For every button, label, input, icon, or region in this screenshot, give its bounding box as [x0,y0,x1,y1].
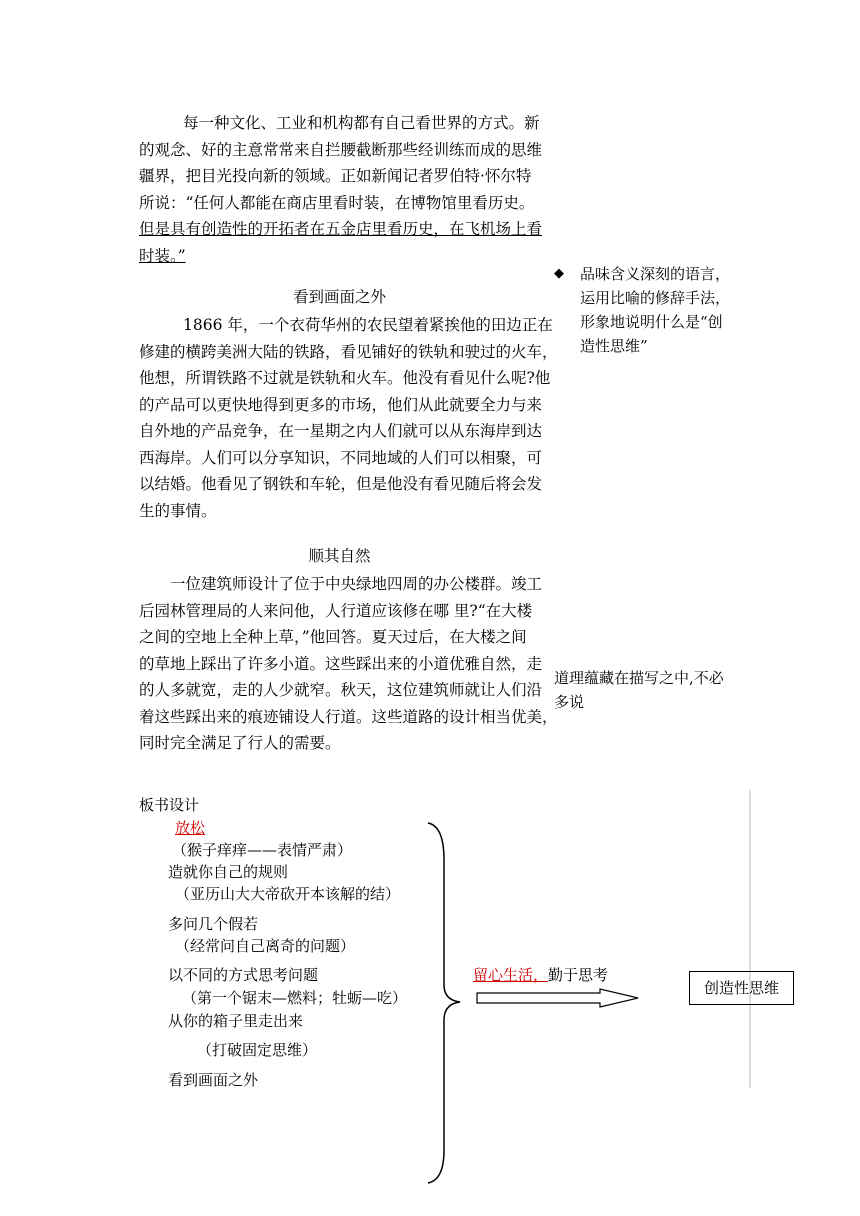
note-line: 造性思维” [580,337,648,355]
text-line: 每一种文化、工业和机构都有自己看世界的方式。新 [183,114,540,132]
board-item: （猴子痒痒——表情严肃） [172,841,353,859]
note-line: 道理蕴藏在描写之中,不必 [554,669,724,687]
note-line: 形象地说明什么是“创 [580,313,723,331]
text-line: 之间的空地上全种上草，”他回答。夏天过后，在大楼之间 [139,628,527,646]
result-box: 创造性思维 [689,971,794,1005]
board-item: 多问几个假若 [168,915,259,933]
board-item-relax: 放松 [175,819,206,837]
board-item: 以不同的方式思考问题 [168,966,319,984]
board-item: 看到画面之外 [168,1071,259,1089]
diamond-bullet-icon: ◆ [554,266,564,281]
note-line: 品味含义深刻的语言， [580,265,731,283]
text-line: 生的事情。 [139,501,217,520]
arrow-label [473,964,608,985]
text-line: 后园林管理局的人来问他，人行道应该修在哪 里?“在大楼 [139,601,533,620]
text-line: 一位建筑师设计了位于中央绿地四周的办公楼群。竣工 [170,575,543,593]
board-item: 从你的箱子里走出来 [168,1012,304,1030]
text-line: 西海岸。人们可以分享知识，不同地域的人们可以相聚，可 [139,448,543,467]
double-arrow-icon [477,989,638,1007]
text-line: 疆界，把目光投向新的领域。正如新闻记者罗伯特·怀尔特 [139,167,532,185]
curly-brace-icon [428,823,460,1183]
text-line: 着这些踩出来的痕迹铺设人行道。这些道路的设计相当优美， [139,707,558,726]
text-line: 的产品可以更快地得到更多的市场，他们从此就要全力与来 [139,395,543,414]
board-item: （打破固定思维） [197,1041,318,1059]
text-line: 1866 年，一个衣荷华州的农民望着紧挨他的田边正在 [183,316,553,334]
text-line: 所说：“任何人都能在商店里看时装，在博物馆里看历史。 [139,193,535,212]
text-line: 自外地的产品竞争，在一星期之内人们就可以从东海岸到达 [139,422,543,440]
board-title: 板书设计 [139,796,200,814]
note-line: 多说 [554,693,585,711]
text-line: 以结婚。他看见了钢铁和车轮，但是他没有看见随后将会发 [139,475,543,493]
board-item: （亚历山大大帝砍开本该解的结） [175,885,401,903]
arrow-label-highlight: 留心生活， [473,966,549,984]
board-item: （第一个锯末—燃料；牡蛎—吃） [182,989,408,1007]
text-line: 的人多就宽，走的人少就窄。秋天，这位建筑师就让人们沿 [139,681,543,699]
board-item: 造就你自己的规则 [168,863,289,881]
arrow-label-text: 勤于思考 [548,966,609,984]
section-heading: 看到画面之外 [292,288,386,306]
text-line: 他想，所谓铁路不过就是铁轨和火车。他没有看见什么呢?他 [139,369,551,387]
text-line: 修建的横跨美洲大陆的铁路，看见铺好的铁轨和驶过的火车， [139,342,558,361]
section-heading: 顺其自然 [308,547,371,565]
board-item: （经常问自己离奇的问题） [175,937,356,955]
text-line: 的草地上踩出了许多小道。这些踩出来的小道优雅自然，走 [139,654,543,673]
underlined-text: 时装。” [139,246,186,265]
note-line: 运用比喻的修辞手法， [580,289,731,307]
text-line: 同时完全满足了行人的需要。 [139,734,341,752]
text-line: 的观念、好的主意常常来自拦腰截断那些经训练而成的思维 [139,140,543,159]
underlined-text: 但是具有创造性的开拓者在五金店里看历史，在飞机场上看 [139,220,543,238]
